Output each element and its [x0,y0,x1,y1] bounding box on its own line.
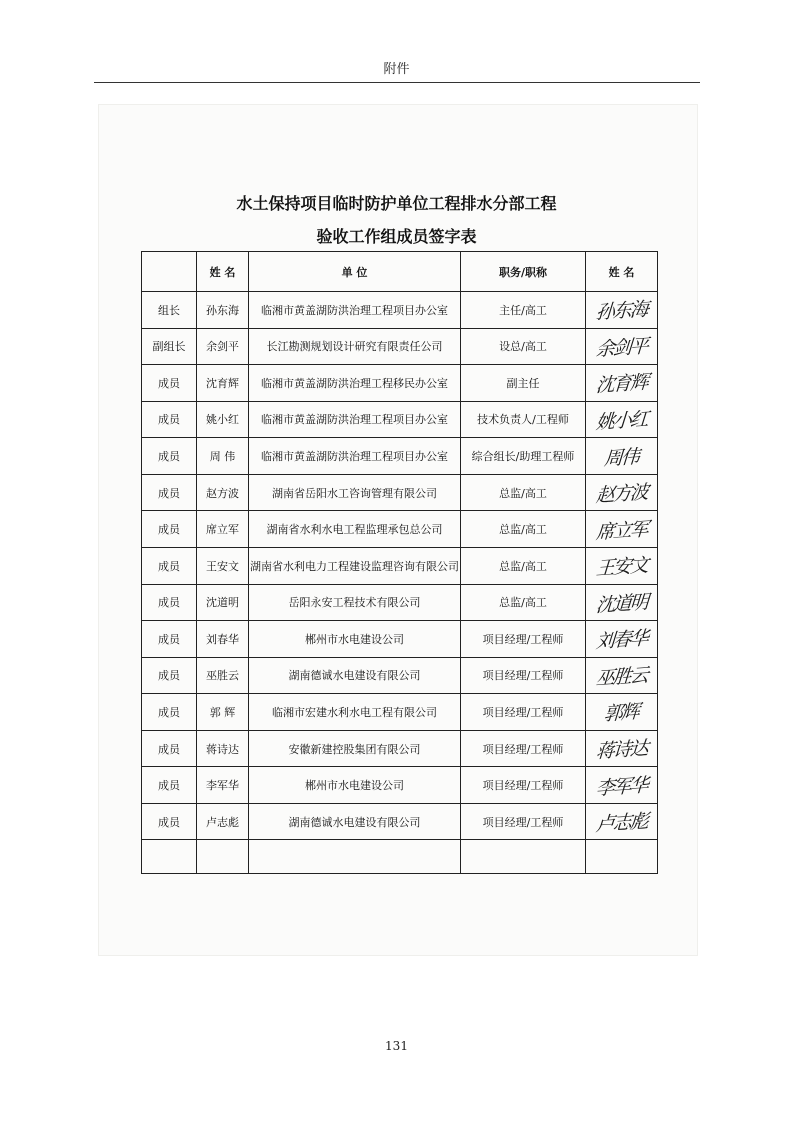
cell-title: 项目经理/工程师 [461,730,586,767]
cell-signature [586,621,658,658]
cell-name: 周 伟 [197,438,249,475]
cell-title: 技术负责人/工程师 [461,401,586,438]
cell-title: 总监/高工 [461,547,586,584]
cell-signature [586,474,658,511]
signature-table [141,251,658,874]
table-row [142,657,658,694]
cell-unit: 郴州市水电建设公司 [249,621,461,658]
cell-signature [586,292,658,329]
cell-name: 刘春华 [197,621,249,658]
cell-unit: 郴州市水电建设公司 [249,767,461,804]
cell-name: 赵方波 [197,474,249,511]
cell-name: 沈育辉 [197,365,249,402]
cell-unit: 湖南省水利水电工程监理承包总公司 [249,511,461,548]
table-header-row [142,252,658,292]
cell-title: 项目经理/工程师 [461,657,586,694]
column-header-unit: 单 位 [249,252,461,292]
cell-role: 成员 [142,767,197,804]
table-row [142,511,658,548]
cell-title: 总监/高工 [461,511,586,548]
cell-signature [586,511,658,548]
table-row [142,767,658,804]
cell-signature [586,657,658,694]
cell-role: 成员 [142,511,197,548]
page-number: 131 [385,1039,408,1053]
cell-unit: 临湘市宏建水利水电工程有限公司 [249,694,461,731]
cell-role: 成员 [142,438,197,475]
handwritten-signature: 卢志彪 [595,810,648,837]
handwritten-signature: 姚小红 [595,408,648,434]
cell-unit: 临湘市黄盖湖防洪治理工程项目办公室 [249,292,461,329]
cell-title: 项目经理/工程师 [461,767,586,804]
cell-role: 成员 [142,365,197,402]
handwritten-signature: 沈育辉 [595,371,648,398]
cell-signature [586,767,658,804]
cell-name: 巫胜云 [197,657,249,694]
cell-signature [586,328,658,365]
column-header-title: 职务/职称 [461,252,586,292]
cell-title: 总监/高工 [461,474,586,511]
cell-unit: 湖南省岳阳水工咨询管理有限公司 [249,474,461,511]
cell-title: 项目经理/工程师 [461,803,586,840]
cell-unit: 湖南德诚水电建设有限公司 [249,803,461,840]
handwritten-signature: 刘春华 [595,627,648,654]
empty-cell [197,840,249,874]
cell-role: 成员 [142,730,197,767]
cell-signature [586,584,658,621]
cell-role: 成员 [142,401,197,438]
cell-unit: 临湘市黄盖湖防洪治理工程移民办公室 [249,365,461,402]
cell-role: 成员 [142,657,197,694]
cell-unit: 临湘市黄盖湖防洪治理工程项目办公室 [249,401,461,438]
cell-title: 总监/高工 [461,584,586,621]
handwritten-signature: 王安文 [595,554,648,581]
cell-unit: 长江勘测规划设计研究有限责任公司 [249,328,461,365]
cell-unit: 安徽新建控股集团有限公司 [249,730,461,767]
cell-unit: 岳阳永安工程技术有限公司 [249,584,461,621]
page-header-title: 附件 [383,62,410,77]
header-divider [94,82,700,83]
table-row [142,292,658,329]
cell-signature [586,694,658,731]
cell-name: 王安文 [197,547,249,584]
cell-role: 组长 [142,292,197,329]
cell-name: 卢志彪 [197,803,249,840]
table-row [142,438,658,475]
table-row [142,365,658,402]
table-row [142,547,658,584]
table-row [142,474,658,511]
cell-unit: 湖南省水利电力工程建设监理咨询有限公司 [249,547,461,584]
document-title-line2: 验收工作组成员签字表 [316,227,477,246]
handwritten-signature: 郭辉 [603,701,640,726]
cell-title: 主任/高工 [461,292,586,329]
cell-unit: 湖南德诚水电建设有限公司 [249,657,461,694]
cell-title: 项目经理/工程师 [461,694,586,731]
cell-role: 成员 [142,584,197,621]
cell-title: 设总/高工 [461,328,586,365]
document-title-line1: 水土保持项目临时防护单位工程排水分部工程 [236,194,557,213]
handwritten-signature: 孙东海 [595,298,648,325]
cell-role: 成员 [142,694,197,731]
empty-cell [461,840,586,874]
handwritten-signature: 蒋诗达 [595,737,648,763]
cell-title: 综合组长/助理工程师 [461,438,586,475]
table-row [142,621,658,658]
handwritten-signature: 李军华 [595,773,648,800]
cell-signature [586,730,658,767]
cell-role: 副组长 [142,328,197,365]
cell-name: 郭 辉 [197,694,249,731]
cell-name: 孙东海 [197,292,249,329]
cell-signature [586,803,658,840]
column-header-role [142,252,197,292]
cell-title: 项目经理/工程师 [461,621,586,658]
cell-title: 副主任 [461,365,586,402]
table-row [142,803,658,840]
cell-name: 沈道明 [197,584,249,621]
handwritten-signature: 周伟 [603,445,640,470]
table-row [142,730,658,767]
cell-name: 余剑平 [197,328,249,365]
cell-signature [586,438,658,475]
cell-name: 姚小红 [197,401,249,438]
cell-name: 李军华 [197,767,249,804]
cell-role: 成员 [142,621,197,658]
empty-cell [586,840,658,874]
cell-role: 成员 [142,803,197,840]
column-header-name: 姓 名 [197,252,249,292]
cell-unit: 临湘市黄盖湖防洪治理工程项目办公室 [249,438,461,475]
cell-signature [586,365,658,402]
table-row-empty [142,840,658,874]
table-row [142,401,658,438]
cell-signature [586,547,658,584]
cell-name: 蒋诗达 [197,730,249,767]
handwritten-signature: 巫胜云 [595,664,648,690]
table-row [142,328,658,365]
handwritten-signature: 席立军 [595,517,648,544]
table-body [142,292,658,874]
empty-cell [142,840,197,874]
table-row [142,584,658,621]
cell-role: 成员 [142,547,197,584]
handwritten-signature: 沈道明 [595,590,648,617]
cell-signature [586,401,658,438]
cell-role: 成员 [142,474,197,511]
cell-name: 席立军 [197,511,249,548]
table-row [142,694,658,731]
column-header-signature: 姓 名 [586,252,658,292]
handwritten-signature: 赵方波 [595,481,648,507]
empty-cell [249,840,461,874]
handwritten-signature: 余剑平 [595,334,648,361]
